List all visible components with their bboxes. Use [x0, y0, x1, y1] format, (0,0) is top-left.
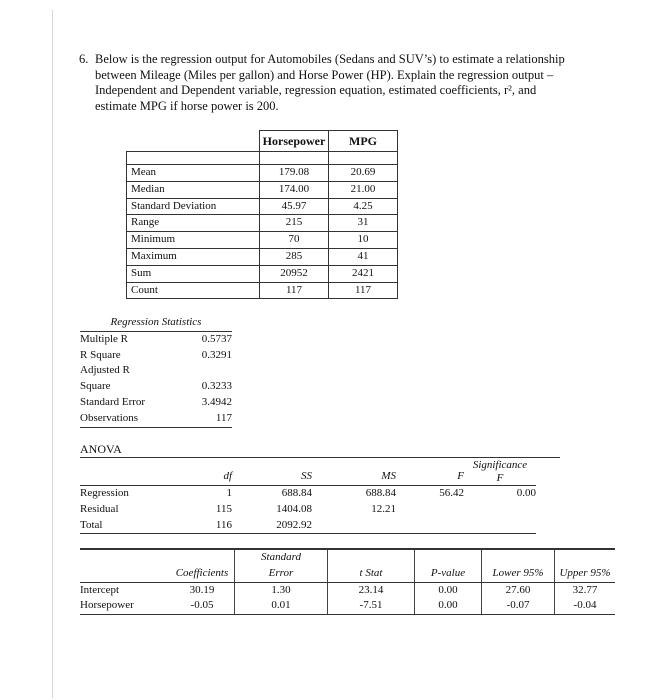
table-row: [80, 518, 536, 534]
significance-value: [464, 518, 536, 534]
stat-value: 0.5737: [201, 332, 232, 345]
t-stat-value: 23.14: [328, 582, 415, 598]
p-value: 0.00: [415, 582, 482, 598]
table-row: [80, 598, 615, 614]
anova-table: [80, 459, 536, 534]
table-row: [127, 282, 398, 299]
table-row: [127, 248, 398, 265]
ss-value: 1404.08: [276, 502, 312, 515]
header-mpg: MPG: [329, 131, 398, 152]
t-stat-value: -7.51: [328, 598, 415, 614]
source-label: Residual: [80, 502, 119, 515]
ss-value: 688.84: [281, 487, 312, 499]
hp-value: 117: [260, 282, 329, 299]
header-significance: Significance: [472, 459, 528, 471]
table-row: [80, 331, 232, 347]
df-value: 1: [226, 487, 232, 499]
header-error: Error: [235, 566, 328, 582]
coefficient-value: -0.05: [170, 598, 235, 614]
mpg-value: 10: [329, 232, 398, 249]
table-row: [127, 198, 398, 215]
hp-value: 20952: [260, 265, 329, 282]
header-p-value: P-value: [415, 566, 482, 582]
mpg-value: 4.25: [329, 198, 398, 215]
stat-value: 117: [182, 411, 232, 427]
blank-cell: [260, 152, 329, 165]
blank-cell: [482, 549, 555, 566]
mpg-value: 31: [329, 215, 398, 232]
header-corner: [127, 131, 260, 152]
standard-error-value: 0.01: [235, 598, 328, 614]
table-row: [80, 486, 536, 502]
anova-title: ANOVA: [80, 441, 560, 458]
blank-cell: [127, 152, 260, 165]
stat-label: Adjusted R: [80, 364, 130, 377]
ss-value: 2092.92: [232, 518, 312, 534]
stat-label: R Square: [80, 348, 121, 361]
coefficient-value: 30.19: [170, 582, 235, 598]
stat-label: Square: [80, 380, 111, 393]
f-value: [396, 502, 464, 518]
row-label: Minimum: [127, 232, 260, 249]
table-row: [127, 181, 398, 198]
row-label: Count: [127, 282, 260, 299]
mpg-value: 117: [329, 282, 398, 299]
table-row: [80, 411, 232, 427]
question-text: Below is the regression output for Automobiles (Sedans and SUV’s) to estimate a relationship between Mileage (Miles per gallon) and Horse Power (HP). Explain the regression output – Independent and Dependent variable, regression equation, estimated coefficients, r², and estimate MPG if horse power is 200.: [95, 52, 565, 113]
table-row: [80, 348, 232, 364]
row-label: Median: [127, 181, 260, 198]
lower-95-value: -0.07: [482, 598, 555, 614]
table-row: [127, 265, 398, 282]
regression-statistics-table: [80, 315, 232, 428]
stat-value: 0.3291: [201, 348, 232, 361]
df-value: 116: [165, 518, 232, 534]
blank-cell: [80, 549, 170, 566]
blank-cell: [170, 549, 235, 566]
stat-label: Standard Error: [80, 395, 146, 408]
upper-95-value: 32.77: [572, 583, 598, 596]
row-label: Maximum: [127, 248, 260, 265]
row-label: Range: [127, 215, 260, 232]
source-label: Regression: [80, 487, 129, 499]
term-label: Intercept: [80, 583, 120, 596]
term-label: Horsepower: [80, 598, 170, 614]
blank-cell: [329, 152, 398, 165]
hp-value: 70: [260, 232, 329, 249]
row-label: Mean: [127, 165, 260, 182]
stat-value: 0.3233: [201, 380, 232, 393]
mpg-value: 20.69: [329, 165, 398, 182]
header-upper-95: Upper 95%: [555, 566, 616, 582]
upper-95-value: -0.04: [555, 598, 616, 614]
header-f: F: [396, 459, 464, 486]
table-row: [127, 165, 398, 182]
standard-error-value: 1.30: [235, 582, 328, 598]
table-row: [80, 363, 232, 379]
header-ss: SS: [232, 459, 312, 486]
header-coefficients: Coefficients: [170, 566, 235, 582]
lower-95-value: 27.60: [482, 582, 555, 598]
source-label: Total: [80, 518, 165, 534]
hp-value: 285: [260, 248, 329, 265]
coefficients-table: [80, 548, 615, 615]
table-row: [127, 215, 398, 232]
mpg-value: 41: [329, 248, 398, 265]
blank-cell: [415, 549, 482, 566]
stat-label: Observations: [80, 411, 182, 427]
table-row: [127, 232, 398, 249]
stat-value: [182, 363, 232, 379]
question-number: 6.: [79, 52, 89, 66]
header-standard: Standard: [235, 549, 328, 566]
ms-value: 12.21: [371, 502, 396, 515]
blank-cell: [80, 459, 165, 486]
header-significance-f: [464, 459, 536, 486]
significance-value: [464, 502, 536, 518]
significance-value: 0.00: [516, 487, 536, 499]
header-ms: MS: [312, 459, 396, 486]
header-t-stat: t Stat: [328, 566, 415, 582]
hp-value: 215: [260, 215, 329, 232]
table-row: [80, 582, 615, 598]
header-horsepower: Horsepower: [260, 131, 329, 152]
table-row: [80, 379, 232, 395]
ms-value: [312, 518, 396, 534]
table-row: [80, 502, 536, 518]
header-df: df: [165, 459, 232, 486]
f-value: 56.42: [439, 487, 464, 499]
stat-value: 3.4942: [201, 395, 232, 408]
blank-cell: [328, 549, 415, 566]
blank-cell: [555, 549, 616, 566]
mpg-value: 2421: [329, 265, 398, 282]
hp-value: 174.00: [260, 181, 329, 198]
header-significance-f-letter: F: [496, 472, 504, 484]
mpg-value: 21.00: [329, 181, 398, 198]
df-value: 115: [215, 502, 232, 515]
hp-value: 179.08: [260, 165, 329, 182]
table-row: [80, 395, 232, 411]
blank-cell: [80, 566, 170, 582]
ms-value: 688.84: [365, 487, 396, 499]
row-label: Sum: [127, 265, 260, 282]
row-label: Standard Deviation: [127, 198, 260, 215]
p-value: 0.00: [415, 598, 482, 614]
stat-label: Multiple R: [80, 332, 128, 345]
descriptive-statistics-table: [126, 130, 398, 299]
hp-value: 45.97: [260, 198, 329, 215]
regression-statistics-title: Regression Statistics: [80, 315, 232, 331]
header-lower-95: Lower 95%: [482, 566, 555, 582]
f-value: [396, 518, 464, 534]
